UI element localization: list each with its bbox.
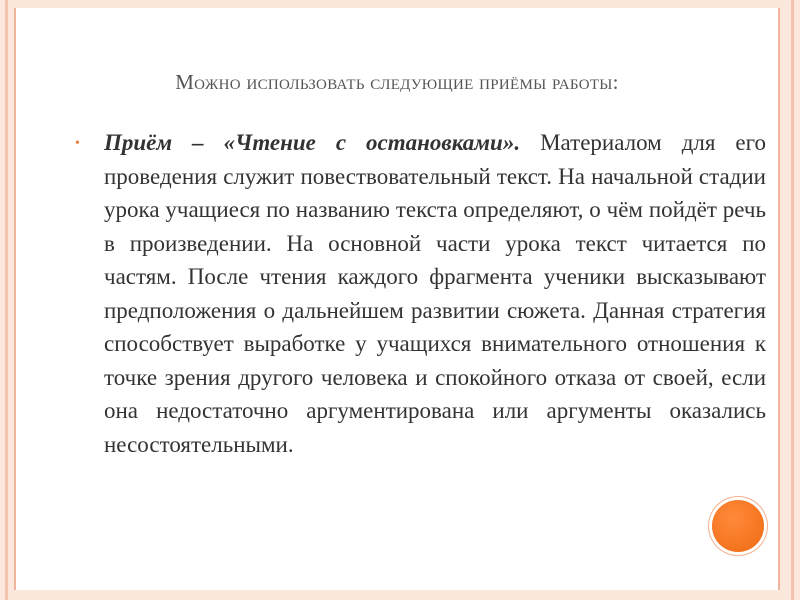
lead-term: Приём – «Чтение с остановками». xyxy=(104,130,521,155)
decorative-stripe-right xyxy=(791,0,794,600)
decorative-stripe-left xyxy=(5,0,8,600)
bullet-icon: • xyxy=(75,136,80,151)
body-text: Материалом для его проведения служит повествовательный текст. На начальной стадии урока учащиеся по названию текста определяют, о чём пойдёт речь в произведении. На основной части урока текст читается по частям. После чтения каждого фрагмента ученики высказывают предположения о дальнейшем развитии сюжета. Данная стратегия способствует выработке у учащихся внимательного отношения к точке зрения другого человека и спокойного отказа от своей, если она недостаточно аргументирована или аргументы оказались несостоятельными. xyxy=(104,130,767,457)
slide-title: Можно использовать следующие приёмы работы: xyxy=(175,70,619,94)
slide-content xyxy=(75,126,767,461)
orange-circle-decoration xyxy=(712,500,764,552)
bullet-paragraph xyxy=(84,126,766,461)
slide xyxy=(14,8,780,590)
